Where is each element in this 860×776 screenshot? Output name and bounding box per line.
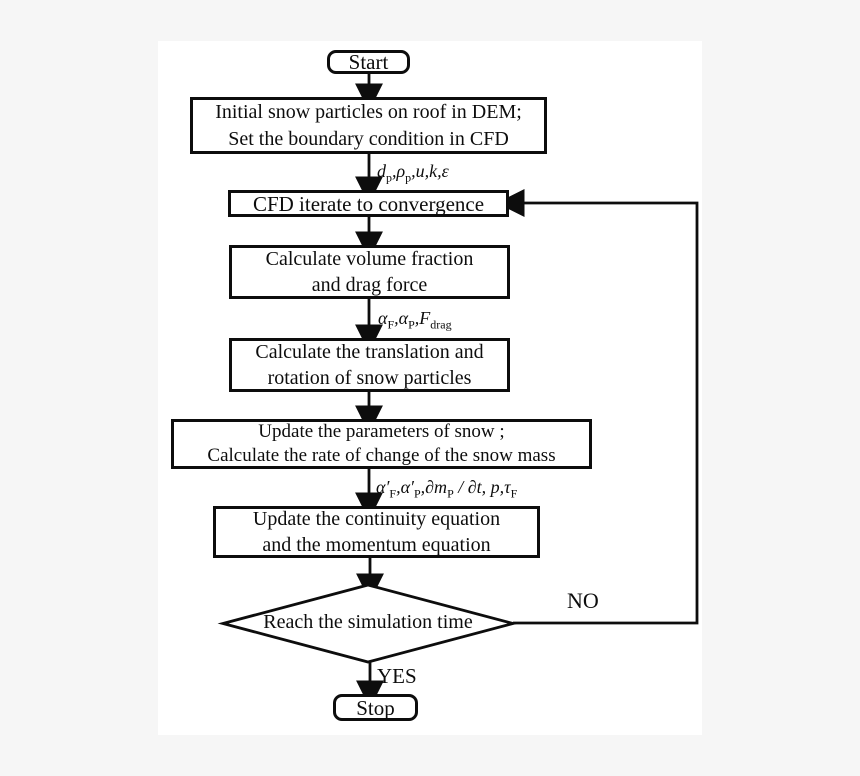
no-branch-label: NO (567, 588, 599, 613)
process-update-equations (213, 506, 540, 558)
param-label-cfd-inputs: $d_p,\rho_p,u,k,\varepsilon$ (377, 161, 449, 185)
process-text-line: and drag force (311, 274, 428, 296)
process-text-line: Update the continuity equation (252, 508, 501, 530)
process-text-line: Initial snow particles on roof in DEM; (215, 100, 522, 123)
param-label-drag-outputs: $\alpha_F,\alpha_P,F_{drag}$ (378, 308, 452, 332)
process-text-line: and the momentum equation (262, 534, 491, 556)
start-node (327, 50, 410, 74)
param-label-updated-fields: $\alpha'_F,\alpha'_P,\partial m_P / \partial t$, $p,\tau_F$ (376, 477, 518, 501)
process-text-line: CFD iterate to convergence (252, 191, 485, 216)
process-init-snow-particles (190, 97, 547, 154)
yes-branch-label: YES (377, 664, 417, 688)
process-text-line: rotation of snow particles (267, 367, 472, 389)
no-loop-connector (513, 203, 697, 623)
process-text-line: Calculate volume fraction (265, 248, 474, 270)
stop-node (333, 694, 418, 721)
process-update-snow-parameters (171, 419, 592, 469)
start-node-label: Start (348, 50, 389, 74)
decision-label: Reach the simulation time (263, 611, 473, 633)
stop-node-label: Stop (356, 695, 395, 720)
process-text-line: Update the parameters of snow ; (258, 421, 505, 442)
process-translation-rotation (229, 338, 510, 392)
process-text-line: Calculate the rate of change of the snow mass (207, 445, 556, 466)
process-text-line: Set the boundary condition in CFD (228, 127, 509, 150)
process-cfd-iterate (228, 190, 509, 217)
process-text-line: Calculate the translation and (255, 341, 484, 363)
process-volume-fraction (229, 245, 510, 299)
